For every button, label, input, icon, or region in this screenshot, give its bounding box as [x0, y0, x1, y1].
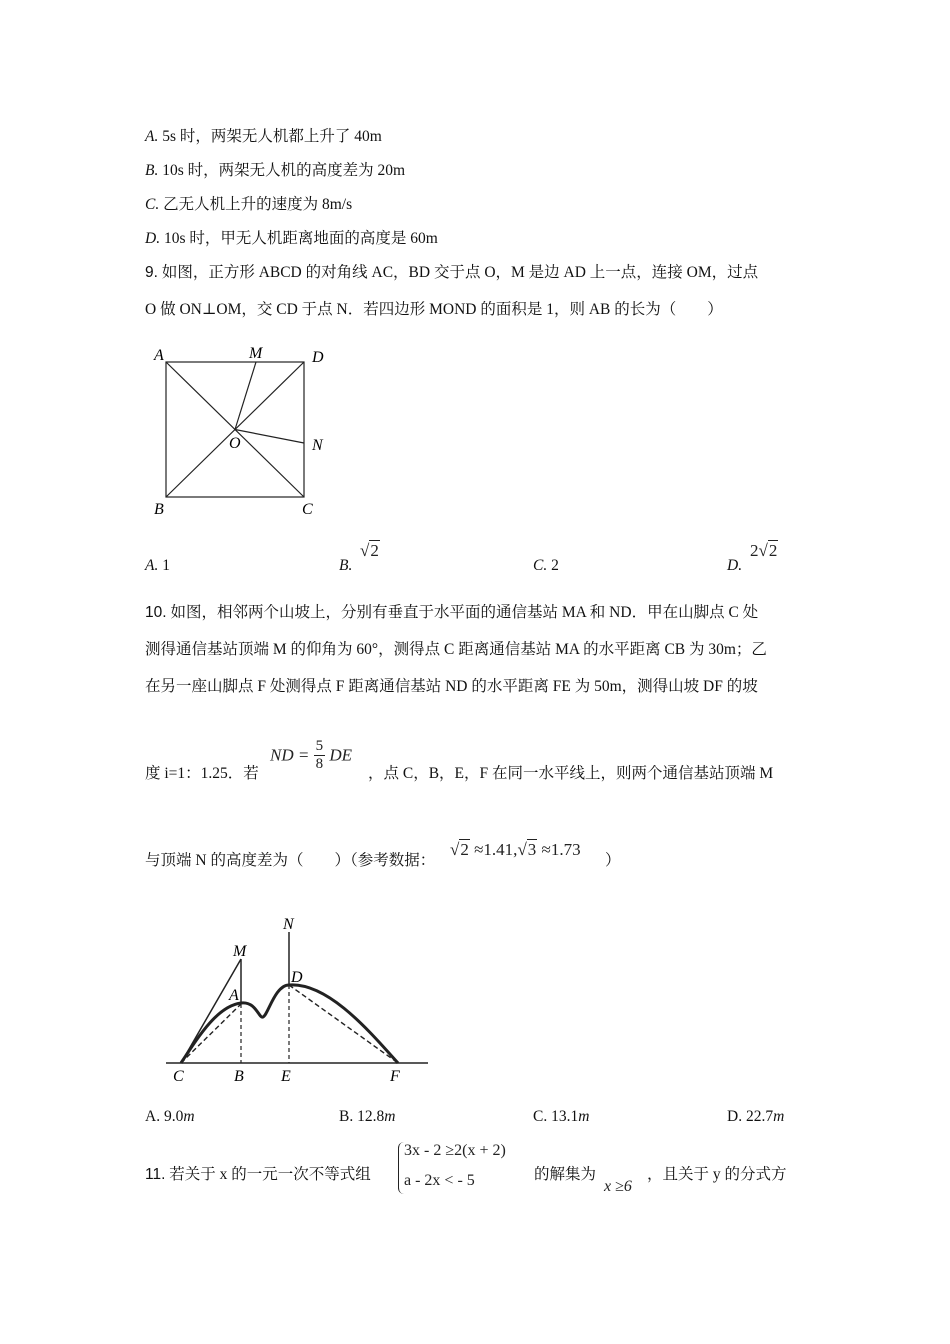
q11-inequality-1 — [404, 1142, 506, 1160]
question-number: 10. — [145, 604, 167, 621]
q10-formula — [270, 738, 352, 773]
q11-stem-pre — [145, 1164, 371, 1186]
option-unit: m — [578, 1108, 590, 1125]
q8-option-c — [145, 194, 352, 216]
option-letter: A. — [145, 557, 159, 574]
label-d: D — [312, 349, 324, 366]
stem-text: ，点 C，B，E，F 在同一水平线上，则两个通信基站顶端 M — [368, 765, 774, 782]
label-c: C — [302, 501, 313, 518]
option-letter: C. — [145, 196, 160, 213]
stem-text: 度 i=1：1.25．若 — [145, 765, 259, 782]
stem-text: 如图，相邻两个山坡上，分别有垂直于水平面的通信基站 MA 和 ND．甲在山脚点 C 处 — [166, 604, 759, 621]
label-n: N — [283, 916, 294, 933]
option-value: 1 — [162, 557, 170, 574]
label-a: A — [229, 987, 239, 1004]
label-a: A — [154, 347, 164, 364]
q11-stem-post — [647, 1164, 787, 1186]
q10-stem-line4-pre — [145, 763, 259, 785]
radical-sign: √ — [758, 541, 768, 560]
q10-stem-line5-post — [605, 850, 621, 872]
radicand: 2 — [460, 840, 469, 859]
fraction-numerator: 5 — [315, 738, 324, 754]
stem-text: O 做 ON⊥OM，交 CD 于点 N．若四边形 MOND 的面积是 1，则 AB 的长为（ ） — [145, 301, 723, 318]
fraction-denominator: 8 — [315, 756, 324, 772]
option-text: 10s 时，两架无人机的高度差为 20m — [158, 162, 406, 179]
stem-text: 与顶端 N 的高度差为（ ）（参考数据： — [145, 852, 436, 869]
q9-stem-line2 — [145, 299, 723, 321]
label-d: D — [291, 969, 303, 986]
label-b: B — [154, 501, 164, 518]
q8-option-b — [145, 160, 405, 182]
stem-text: 如图，正方形 ABCD 的对角线 AC，BD 交于点 O，M 是边 AD 上一点，连接 OM，过点 — [157, 264, 759, 281]
q9-option-d-expr — [750, 541, 778, 561]
q10-option-b — [339, 1106, 395, 1128]
formula-fraction — [314, 738, 326, 773]
label-f: F — [390, 1068, 400, 1085]
radical-sign: √ — [517, 840, 527, 859]
stem-text: ，且关于 y 的分式方 — [647, 1166, 787, 1183]
option-text: 乙无人机上升的速度为 8m/s — [159, 196, 353, 213]
question-number: 11. — [145, 1166, 166, 1183]
q9-stem-line1 — [145, 262, 758, 284]
q10-stem-line1 — [145, 602, 758, 624]
option-letter: D. — [145, 230, 161, 247]
option-text: D. 22.7 — [727, 1108, 774, 1125]
label-m: M — [249, 345, 263, 362]
radical-sign: √ — [450, 840, 460, 859]
q8-option-d — [145, 228, 438, 250]
option-text: 5s 时，两架无人机都上升了 40m — [158, 128, 382, 145]
option-letter: A. — [145, 128, 159, 145]
option-text: A. 9.0 — [145, 1108, 184, 1125]
option-text: C. 13.1 — [533, 1108, 579, 1125]
label-e: E — [281, 1068, 291, 1085]
question-number: 9. — [145, 264, 158, 281]
q10-stem-line2 — [145, 639, 767, 661]
radicand: 2 — [768, 541, 778, 560]
q10-option-d — [727, 1106, 784, 1128]
q8-option-a — [145, 126, 382, 148]
q9-square-figure — [145, 340, 345, 525]
q10-option-a — [145, 1106, 195, 1128]
q10-stem-line3 — [145, 676, 758, 698]
q10-mountain-figure — [160, 912, 435, 1087]
label-c: C — [173, 1068, 184, 1085]
formula-rhs: DE — [329, 745, 353, 765]
stem-text: 若关于 x 的一元一次不等式组 — [165, 1166, 371, 1183]
option-letter: B. — [339, 557, 353, 574]
coefficient: 2 — [750, 541, 759, 560]
option-text: B. 12.8 — [339, 1108, 385, 1125]
approx-value: ≈1.73 — [537, 840, 581, 859]
stem-text: 在另一座山脚点 F 处测得点 F 距离通信基站 ND 的水平距离 FE 为 50m，测得山坡 DF 的坡 — [145, 678, 758, 695]
option-letter: B. — [145, 162, 159, 179]
option-unit: m — [773, 1108, 785, 1125]
q9-option-a — [145, 555, 170, 577]
label-b: B — [234, 1068, 244, 1085]
label-o: O — [229, 435, 241, 452]
stem-text: ） — [605, 852, 621, 869]
q9-option-b-sqrt — [360, 541, 380, 561]
q9-option-c — [533, 555, 559, 577]
solution-set: x ≥6 — [604, 1178, 632, 1195]
stem-text: 测得通信基站顶端 M 的仰角为 60°，测得点 C 距离通信基站 MA 的水平距离 CB 为 30m；乙 — [145, 641, 767, 658]
radicand: 3 — [527, 840, 537, 859]
q11-solution — [604, 1178, 632, 1196]
option-text: 10s 时，甲无人机距离地面的高度是 60m — [160, 230, 438, 247]
label-m: M — [233, 943, 247, 960]
q9-option-b — [339, 555, 352, 577]
option-unit: m — [384, 1108, 396, 1125]
q11-inequality-2 — [404, 1172, 475, 1190]
stem-text: 的解集为 — [534, 1166, 597, 1183]
approx-value: ≈1.41, — [469, 840, 518, 859]
option-unit: m — [183, 1108, 195, 1125]
q9-option-d — [727, 555, 742, 577]
option-letter: D. — [727, 557, 743, 574]
label-n: N — [312, 437, 323, 454]
option-value: 2 — [551, 557, 559, 574]
inequality: a - 2x < - 5 — [404, 1172, 475, 1189]
formula-lhs: ND = — [270, 745, 310, 765]
q10-stem-line5-pre — [145, 850, 435, 872]
q10-stem-line4-post — [368, 763, 773, 785]
option-letter: C. — [533, 557, 548, 574]
q10-option-c — [533, 1106, 589, 1128]
radicand: 2 — [370, 541, 379, 560]
inequality: 3x - 2 ≥2(x + 2) — [404, 1142, 506, 1159]
q10-reference-data — [450, 840, 581, 860]
q11-stem-mid — [534, 1164, 596, 1186]
radical-sign: √ — [360, 541, 370, 560]
